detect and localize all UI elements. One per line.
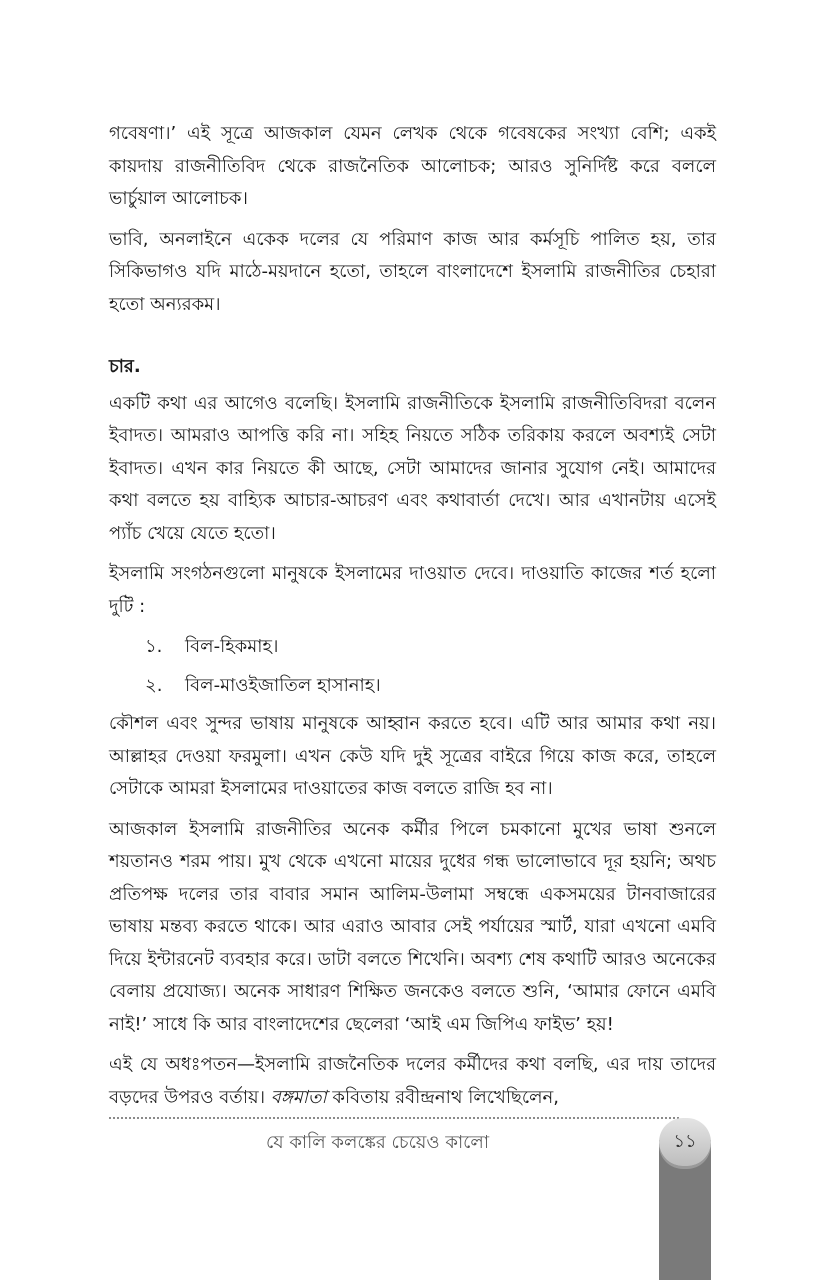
paragraph: কৌশল এবং সুন্দর ভাষায় মানুষকে আহ্বান করতে হবে। এটি আর আমার কথা নয়। আল্লাহর দেওয়া ফরমুলা। এখন কেউ যদি দুই সূত্রের বাইরে গিয়ে কাজ করে, তাহলে সেটাকে আমরা ইসলামের দাওয়াতের কাজ বলতে রাজি হব না। (109, 713, 716, 799)
poem-title: বঙ্গমাতা (270, 1086, 327, 1108)
running-footer-title: যে কালি কলঙ্কের চেয়েও কালো (265, 1132, 490, 1153)
paragraph-last (109, 1049, 716, 1114)
section-heading: চার. (109, 356, 141, 377)
paragraph-text: কবিতায় রবীন্দ্রনাথ লিখেছিলেন, (326, 1086, 559, 1108)
conditions-list (109, 631, 716, 702)
list-item-number: ২. (145, 674, 163, 696)
paragraph: একটি কথা এর আগেও বলেছি। ইসলামি রাজনীতিকে ইসলামি রাজনীতিবিদরা বলেন ইবাদত। আমরাও আপত্তি করি না। সহিহ নিয়তে সঠিক তরিকায় করলে অবশ্যই সেটা ইবাদত। এখন কার নিয়তে কী আছে, সেটা আমাদের জানার সুযোগ নেই। আমাদের কথা বলতে হয় বাহ্যিক আচার-আচরণ এবং কথাবার্তা দেখে। আর এখানটায় এসেই প্যাঁচ খেয়ে যেতে হতো। (109, 392, 716, 544)
paragraph: ভাবি, অনলাইনে একেক দলের যে পরিমাণ কাজ আর কর্মসূচি পালিত হয়, তার সিকিভাগও যদি মাঠে-ময়দানে হতো, তাহলে বাংলাদেশে ইসলামি রাজনীতির চেহারা হতো অন্যরকম। (109, 228, 716, 315)
footer-divider (109, 1117, 679, 1119)
paragraph: ইসলামি সংগঠনগুলো মানুষকে ইসলামের দাওয়াত দেবে। দাওয়াতি কাজের শর্ত হলো দুটি : (109, 563, 716, 617)
paragraph-text: এই যে অধঃপতন—ইসলামি রাজনৈতিক দলের কর্মীদের কথা বলছি, এর দায় তাদের বড়দের উপরও বর্তায়। (109, 1054, 716, 1108)
paragraph: গবেষণা।’ এই সূত্রে আজকাল যেমন লেখক থেকে গবেষকের সংখ্যা বেশি; একই কায়দায় রাজনীতিবিদ থেকে রাজনৈতিক আলোচক; আরও সুনির্দিষ্ট করে বললে ভার্চুয়াল আলোচক। (109, 123, 716, 209)
list-item-text: বিল-হিকমাহ। (185, 636, 279, 657)
page-number: ১১ (659, 1118, 711, 1166)
paragraph: আজকাল ইসলামি রাজনীতির অনেক কর্মীর পিলে চমকানো মুখের ভাষা শুনলে শয়তানও শরম পায়। মুখ থেকে এখনো মায়ের দুধের গন্ধ ভালোভাবে দূর হয়নি; অথচ প্রতিপক্ষ দলের তার বাবার সমান আলিম-উলামা সম্বন্ধে একসময়ের টানবাজারের ভাষায় মন্তব্য করতে থাকে। আর এরাও আবার সেই পর্যায়ের স্মার্ট, যারা এখনো এমবি দিয়ে ইন্টারনেট ব্যবহার করে। ডাটা বলতে শিখেনি। অবশ্য শেষ কথাটি আরও অনেকের বেলায় প্রযোজ্য। অনেক সাধারণ শিক্ষিত জনকেও বলতে শুনি, ‘আমার ফোনে এমবি নাই!’ সাধে কি আর বাংলাদেশের ছেলেরা ‘আই এম জিপিএ ফাইভ’ হয়! (109, 818, 716, 1035)
list-item (109, 670, 716, 703)
list-item-text: বিল-মাওইজাতিল হাসানাহ। (185, 674, 381, 696)
page-body (109, 118, 716, 1122)
list-item (109, 631, 716, 664)
list-item-number: ১. (145, 636, 163, 657)
